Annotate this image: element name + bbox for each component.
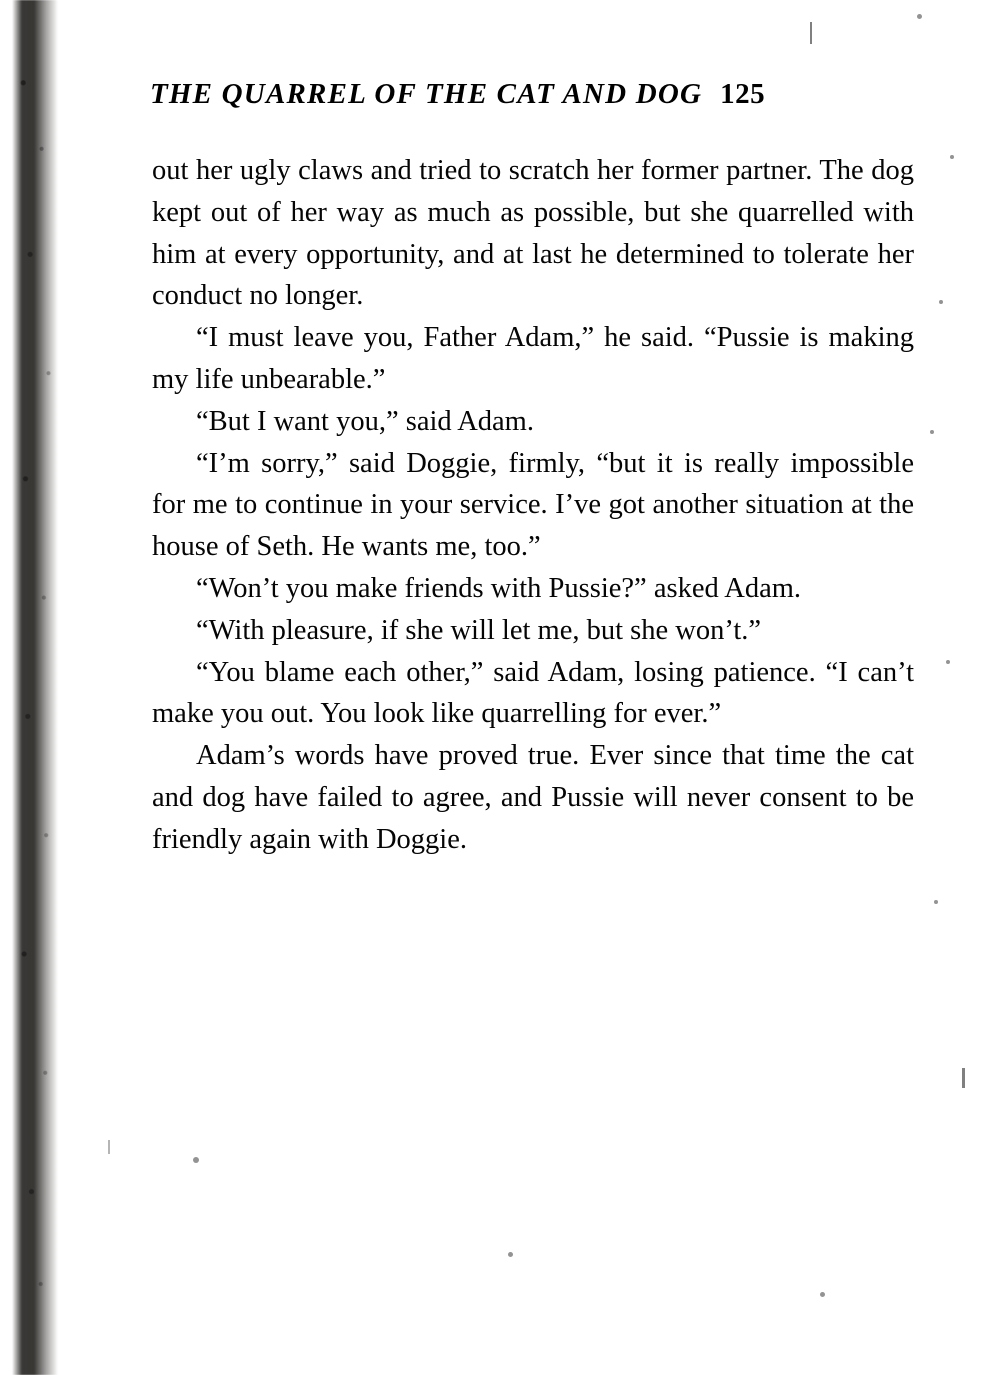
scan-speck — [917, 14, 922, 19]
scan-speck — [820, 1292, 825, 1297]
page-number: 125 — [720, 78, 766, 110]
scan-tick — [108, 1140, 110, 1154]
paragraph: “You blame each other,” said Adam, losing patience. “I can’t make you out. You look like quarrelling for ever.” — [152, 656, 914, 730]
paragraph: “But I want you,” said Adam. — [196, 405, 534, 437]
scan-speck — [939, 300, 943, 304]
paragraph: Adam’s words have proved true. Ever since that time the cat and dog have failed to agree, and Pussie will never consent to be friendly again with Doggie. — [152, 740, 914, 855]
paragraph: out her ugly claws and tried to scratch her former partner. The dog kept out of her way as much as possible, but she quarrelled with him at every opportunity, and at last he determined to tolerate her conduct no longer. — [152, 155, 914, 312]
scan-tick — [810, 22, 812, 44]
paragraph: “Won’t you make friends with Pussie?” asked Adam. — [196, 572, 802, 604]
scan-speck — [930, 430, 934, 434]
paragraph: “I must leave you, Father Adam,” he said. “Pussie is making my life unbearable.” — [152, 322, 914, 395]
scan-speck — [946, 660, 950, 664]
paragraph: “I’m sorry,” said Doggie, firmly, “but it is really impossible for me to continue in your service. I’ve got another situation at the house of Seth. He wants me, too.” — [152, 447, 914, 563]
paragraph: “With pleasure, if she will let me, but she won’t.” — [196, 614, 762, 646]
running-head — [150, 78, 910, 111]
body-text — [152, 150, 914, 861]
scan-tick — [962, 1068, 965, 1088]
scan-speck — [508, 1252, 513, 1257]
scan-speck — [193, 1157, 199, 1163]
running-head-title: THE QUARREL OF THE CAT AND DOG — [150, 78, 703, 110]
scan-speck — [934, 900, 938, 904]
scan-speck — [950, 155, 954, 159]
page-gutter-speckle — [14, 30, 60, 1350]
